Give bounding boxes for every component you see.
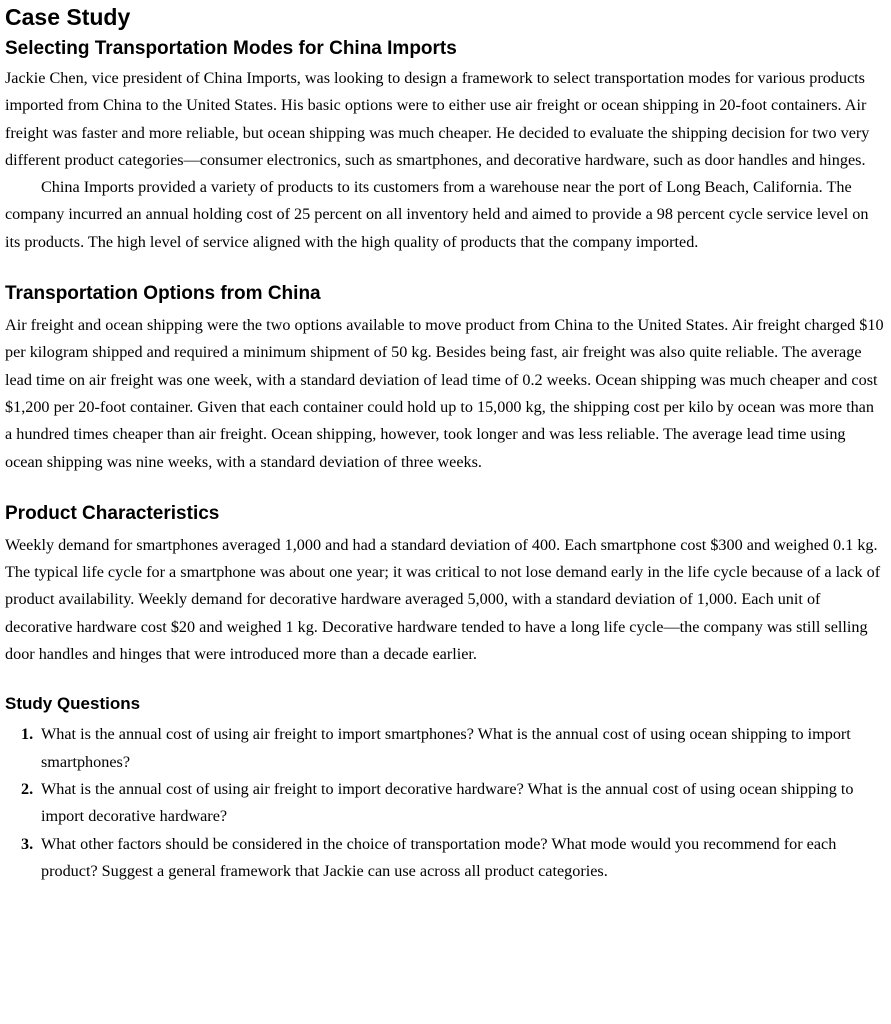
- product-heading: Product Characteristics: [5, 502, 220, 524]
- study-questions-heading: Study Questions: [5, 694, 141, 714]
- study-questions-section: [5, 692, 885, 885]
- case-study-label: Case Study: [5, 4, 131, 30]
- question-item: [5, 721, 885, 776]
- intro-section: [5, 65, 885, 256]
- question-number: 1.: [21, 725, 34, 744]
- question-text: What other factors should be considered in the choice of transportation mode? What mode would you recommend for each product? Suggest a general framework that Jackie can use across all product categories.: [41, 834, 837, 880]
- question-item: [5, 831, 885, 886]
- question-text: What is the annual cost of using air freight to import smartphones? What is the annual cost of using ocean shipping to import smartphones?: [41, 725, 851, 771]
- transportation-heading: Transportation Options from China: [5, 283, 321, 305]
- case-title: Selecting Transportation Modes for China Imports: [5, 38, 457, 59]
- study-questions-list: [5, 721, 885, 885]
- question-item: [5, 776, 885, 831]
- question-number: 3.: [21, 834, 34, 853]
- question-text: What is the annual cost of using air freight to import decorative hardware? What is the annual cost of using ocean shipping to import decorative hardware?: [41, 779, 854, 826]
- product-section: [5, 501, 885, 668]
- intro-paragraph-1: Jackie Chen, vice president of China Imports, was looking to design a framework to select transportation modes for various products imported from China to the United States. His basic options were to either use air freight or ocean shipping in 20-foot containers. Air freight was faster and more reliable, but ocean shipping was much cheaper. He decided to evaluate the shipping decision for two very different product categories—consumer electronics, such as smartphones, and decorative hardware, such as door handles and hinges.: [5, 69, 870, 169]
- question-number: 2.: [21, 779, 34, 798]
- intro-paragraph-2: China Imports provided a variety of products to its customers from a warehouse near the port of Long Beach, California. The company incurred an annual holding cost of 25 percent on all inventory held and aimed to provide a 98 percent cycle service level on its products. The high level of service aligned with the high quality of products that the company imported.: [5, 178, 869, 251]
- transportation-paragraph: Air freight and ocean shipping were the two options available to move product from China to the United States. Air freight charged $10 per kilogram shipped and required a minimum shipment of 50 kg. Besides being fast, air freight was also quite reliable. The average lead time on air freight was one week, with a standard deviation of lead time of 0.2 weeks. Ocean shipping was much cheaper and cost $1,200 per 20-foot container. Given that each container could hold up to 15,000 kg, the shipping cost per kilo by ocean was more than a hundred times cheaper than air freight. Ocean shipping, however, took longer and was less reliable. The average lead time using ocean shipping was nine weeks, with a standard deviation of three weeks.: [5, 316, 884, 471]
- product-paragraph: Weekly demand for smartphones averaged 1,000 and had a standard deviation of 400. Each smartphone cost $300 and weighed 0.1 kg. The typical life cycle for a smartphone was about one year; it was critical to not lose demand early in the life cycle because of a lack of product availability. Weekly demand for decorative hardware averaged 5,000, with a standard deviation of 1,000. Each unit of decorative hardware cost $20 and weighed 1 kg. Decorative hardware tended to have a long life cycle—the company was still selling door handles and hinges that were introduced more than a decade earlier.: [5, 535, 881, 664]
- transportation-section: [5, 281, 885, 476]
